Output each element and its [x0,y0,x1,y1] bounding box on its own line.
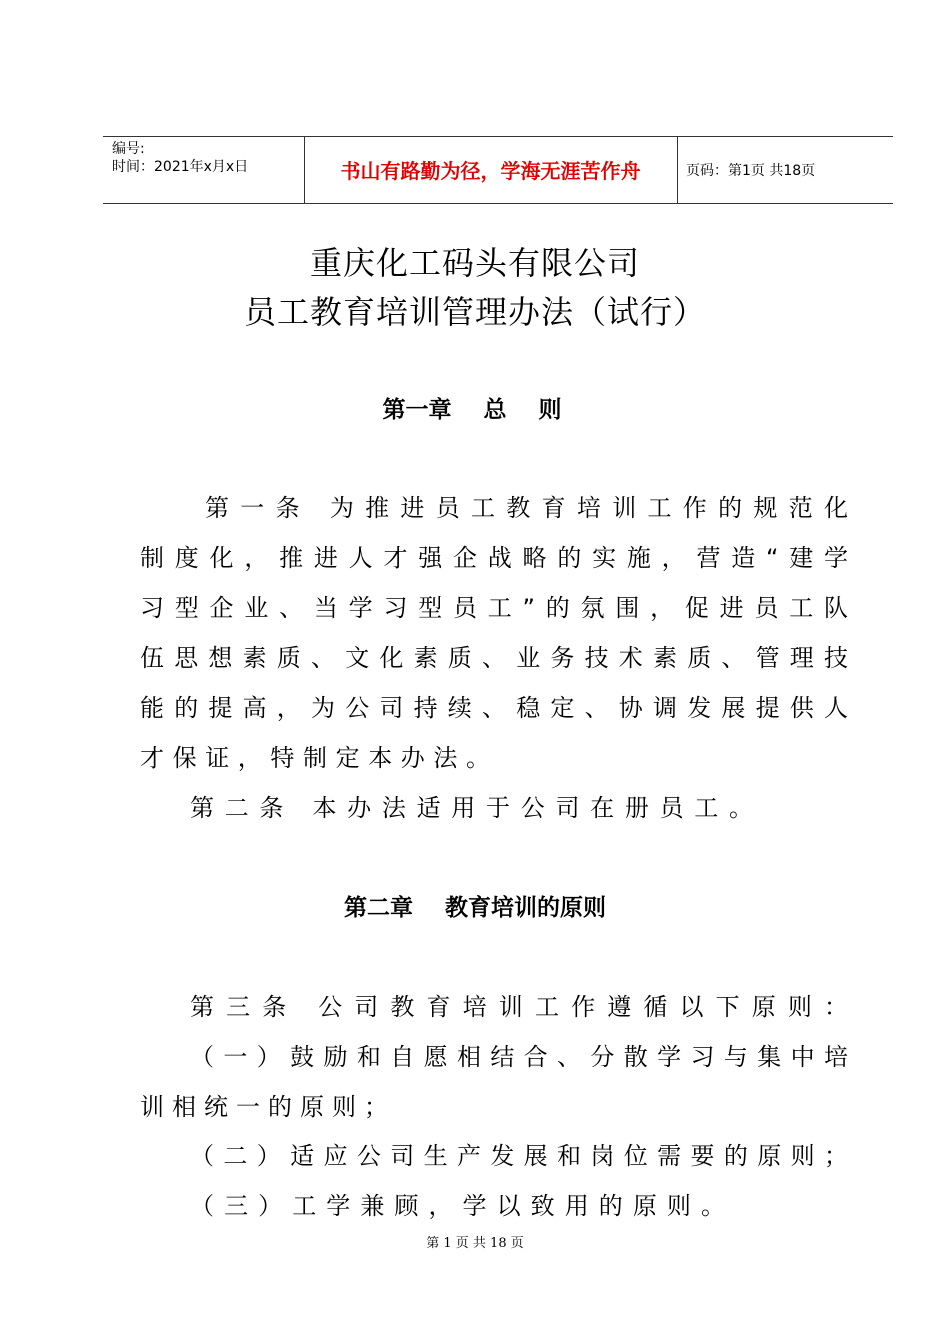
article-1-line: 伍思想素质、文化素质、业务技术素质、管理技 [140,644,848,672]
article-3-line: 第三条 公司教育培训工作遵循以下原则： [190,993,848,1021]
header-motto: 书山有路勤为径，学海无涯苦作舟 [340,159,641,183]
article-1-line: 能的提高，为公司持续、稳定、协调发展提供人 [140,694,848,722]
document-time-label: 时间：2021年x月x日 [112,159,249,175]
company-name-title: 重庆化工码头有限公司 [309,244,640,282]
header-top-rule [103,136,893,137]
chapter-1-heading: 第一章 总 则 [382,397,562,423]
article-3-line: （一）鼓励和自愿相结合、分散学习与集中培 [190,1043,848,1071]
chapter-2-heading: 第二章 教育培训的原则 [343,895,607,921]
header-bottom-rule [103,203,893,204]
header-divider-right [677,136,678,203]
article-1-line: 制度化，推进人才强企战略的实施，营造“建学 [140,544,848,572]
page-footer: 第 1 页 共 18 页 [426,1236,524,1251]
document-number-label: 编号: [112,141,145,157]
article-3-line: （二）适应公司生产发展和岗位需要的原则； [190,1142,848,1170]
header-meta [112,140,248,176]
article-1-line: 才保证，特制定本办法。 [140,744,490,772]
article-3-line: 训相统一的原则； [140,1093,388,1121]
document-title: 员工教育培训管理办法（试行） [243,293,706,331]
article-3-line: （三）工学兼顾，学以致用的原则。 [190,1192,725,1220]
article-2-text: 第二条 本办法适用于公司在册员工。 [190,794,753,822]
article-1-line: 习型企业、当学习型员工”的氛围，促进员工队 [140,594,848,622]
header-page-number: 页码：第1页 共18页 [686,163,816,179]
article-1-line: 第一条 为推进员工教育培训工作的规范化 [205,494,848,522]
